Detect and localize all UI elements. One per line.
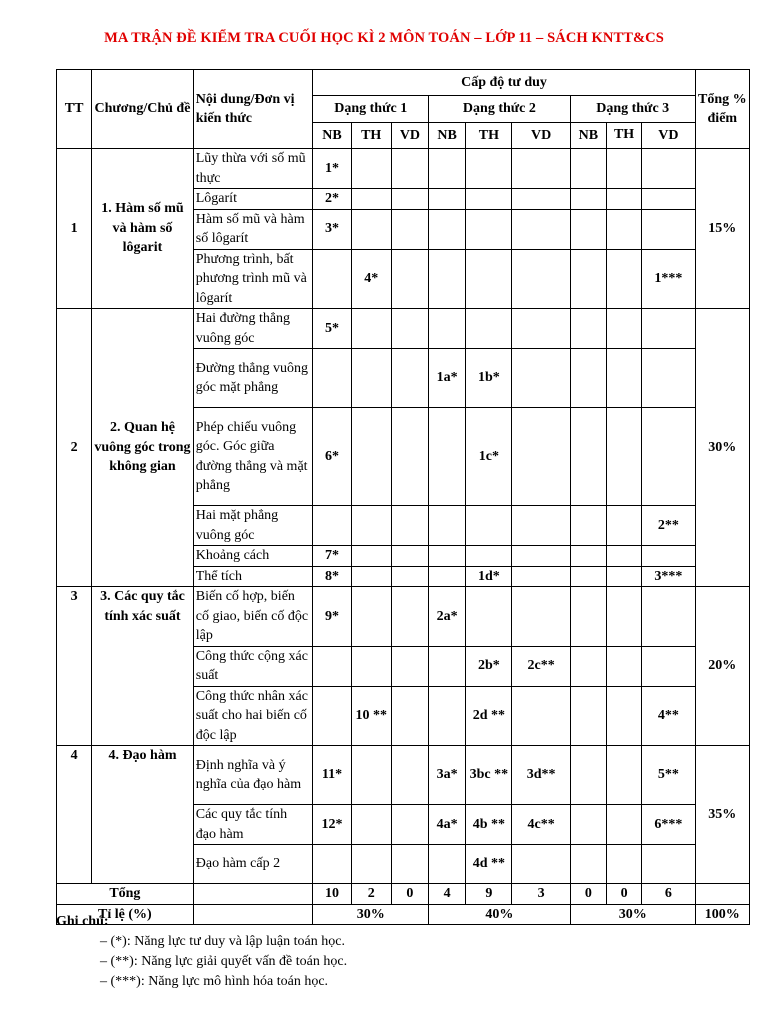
- header-total: Tổng % điểm: [695, 70, 749, 149]
- topic-cell: Lôgarít: [193, 189, 313, 210]
- header-form: Dạng thức 3: [570, 96, 695, 122]
- question-cell: [429, 209, 466, 249]
- question-cell: [391, 646, 428, 686]
- header-level-sub: VD: [642, 122, 695, 148]
- question-cell: [570, 506, 606, 546]
- question-cell: [512, 408, 570, 506]
- question-cell: 1*: [313, 149, 351, 189]
- question-cell: [606, 149, 641, 189]
- topic-cell: Đường thẳng vuông góc mặt phẳng: [193, 349, 313, 408]
- total-value: 0: [570, 884, 606, 905]
- question-cell: [570, 408, 606, 506]
- question-cell: [606, 566, 641, 587]
- question-cell: 7*: [313, 546, 351, 567]
- question-cell: [512, 845, 570, 884]
- ratio-value: 30%: [570, 904, 695, 925]
- question-cell: [642, 646, 695, 686]
- question-cell: [313, 646, 351, 686]
- question-cell: [570, 845, 606, 884]
- total-value: 10: [313, 884, 351, 905]
- question-cell: [466, 506, 512, 546]
- question-cell: [466, 189, 512, 210]
- question-cell: [391, 686, 428, 746]
- chapter-number: 3: [57, 587, 92, 746]
- question-cell: 10 **: [351, 686, 391, 746]
- note-item: – (*): Năng lực tư duy và lập luận toán học.: [100, 934, 345, 949]
- question-cell: [429, 149, 466, 189]
- question-cell: [391, 408, 428, 506]
- total-value: 9: [466, 884, 512, 905]
- question-cell: [351, 646, 391, 686]
- notes-heading: Ghi chú:: [56, 914, 109, 929]
- question-cell: [466, 587, 512, 647]
- question-cell: [391, 309, 428, 349]
- question-cell: 2a*: [429, 587, 466, 647]
- question-cell: [570, 646, 606, 686]
- note-item: – (***): Năng lực mô hình hóa toán học.: [100, 974, 329, 989]
- question-cell: 1d*: [466, 566, 512, 587]
- header-level-sub: TH: [351, 122, 391, 148]
- question-cell: [391, 249, 428, 309]
- topic-cell: Phương trình, bất phương trình mũ và lôgarít: [193, 249, 313, 309]
- chapter-percent: 30%: [695, 309, 749, 587]
- question-cell: [391, 746, 428, 805]
- topic-cell: Lũy thừa với số mũ thực: [193, 149, 313, 189]
- question-cell: [429, 566, 466, 587]
- question-cell: 6***: [642, 805, 695, 845]
- question-cell: 3***: [642, 566, 695, 587]
- table-row: [57, 149, 750, 189]
- chapter-name: 4. Đạo hàm: [92, 746, 194, 884]
- question-cell: [466, 249, 512, 309]
- question-cell: 4*: [351, 249, 391, 309]
- question-cell: [313, 845, 351, 884]
- totals-row: [57, 884, 750, 905]
- question-cell: 2*: [313, 189, 351, 210]
- table-row: [57, 309, 750, 349]
- question-cell: [570, 189, 606, 210]
- header-row: [57, 70, 750, 96]
- question-cell: 4**: [642, 686, 695, 746]
- topic-cell: Thể tích: [193, 566, 313, 587]
- topic-cell: Công thức cộng xác suất: [193, 646, 313, 686]
- question-cell: [512, 546, 570, 567]
- question-cell: [570, 149, 606, 189]
- question-cell: [642, 587, 695, 647]
- topic-cell: Biến cố hợp, biến cố giao, biến cố độc lập: [193, 587, 313, 647]
- question-cell: 2**: [642, 506, 695, 546]
- ratio-label: Tỉ lệ (%): [57, 904, 194, 925]
- question-cell: [391, 349, 428, 408]
- question-cell: [351, 506, 391, 546]
- question-cell: 12*: [313, 805, 351, 845]
- question-cell: [642, 349, 695, 408]
- question-cell: [512, 309, 570, 349]
- question-cell: [512, 189, 570, 210]
- ratio-value: 40%: [429, 904, 571, 925]
- table-body: [57, 149, 750, 925]
- header-form: Dạng thức 1: [313, 96, 429, 122]
- question-cell: [313, 506, 351, 546]
- question-cell: 3d**: [512, 746, 570, 805]
- chapter-name: 1. Hàm số mũ và hàm số lôgarit: [92, 149, 194, 309]
- question-cell: [512, 249, 570, 309]
- total-value: 0: [606, 884, 641, 905]
- question-cell: [351, 546, 391, 567]
- question-cell: [351, 309, 391, 349]
- question-cell: [570, 249, 606, 309]
- question-cell: [570, 746, 606, 805]
- note-item: – (**): Năng lực giải quyết vấn đề toán học.: [100, 954, 348, 969]
- topic-cell: Hàm số mũ và hàm số lôgarít: [193, 209, 313, 249]
- topic-cell: Hai mặt phẳng vuông góc: [193, 506, 313, 546]
- question-cell: [642, 209, 695, 249]
- question-cell: [606, 845, 641, 884]
- table-row: [57, 746, 750, 805]
- question-cell: [512, 587, 570, 647]
- question-cell: 2c**: [512, 646, 570, 686]
- total-value: 3: [512, 884, 570, 905]
- question-cell: [642, 546, 695, 567]
- question-cell: [351, 189, 391, 210]
- question-cell: 4b **: [466, 805, 512, 845]
- topic-cell: Phép chiếu vuông góc. Góc giữa đường thẳng và mặt phẳng: [193, 408, 313, 506]
- topic-cell: Đạo hàm cấp 2: [193, 845, 313, 884]
- question-cell: [313, 349, 351, 408]
- question-cell: [351, 805, 391, 845]
- question-cell: [391, 149, 428, 189]
- chapter-percent: 35%: [695, 746, 749, 884]
- topic-cell: Định nghĩa và ý nghĩa của đạo hàm: [193, 746, 313, 805]
- question-cell: [466, 546, 512, 567]
- question-cell: [512, 209, 570, 249]
- total-value: 0: [391, 884, 428, 905]
- question-cell: 1***: [642, 249, 695, 309]
- question-cell: [606, 209, 641, 249]
- question-cell: [570, 686, 606, 746]
- ratio-total: 100%: [695, 904, 749, 925]
- question-cell: [570, 349, 606, 408]
- totals-blank: [695, 884, 749, 905]
- question-cell: [313, 686, 351, 746]
- header-level-sub: VD: [512, 122, 570, 148]
- question-cell: [391, 587, 428, 647]
- header-level: Cấp độ tư duy: [313, 70, 695, 96]
- chapter-number: 4: [57, 746, 92, 884]
- question-cell: 3*: [313, 209, 351, 249]
- question-cell: [512, 506, 570, 546]
- question-cell: [512, 149, 570, 189]
- question-cell: 1a*: [429, 349, 466, 408]
- chapter-number: 2: [57, 309, 92, 587]
- question-cell: [606, 686, 641, 746]
- header-level-sub: TH: [466, 122, 512, 148]
- question-cell: [429, 845, 466, 884]
- total-value: 4: [429, 884, 466, 905]
- table-header: [57, 70, 750, 149]
- question-cell: [642, 408, 695, 506]
- question-cell: 3a*: [429, 746, 466, 805]
- question-cell: [606, 189, 641, 210]
- question-cell: [606, 805, 641, 845]
- assessment-matrix-table: [56, 69, 750, 925]
- question-cell: [512, 566, 570, 587]
- question-cell: [606, 309, 641, 349]
- header-tt: TT: [57, 70, 92, 149]
- question-cell: [570, 566, 606, 587]
- ratio-value: 30%: [313, 904, 429, 925]
- header-level-sub: NB: [570, 122, 606, 148]
- question-cell: [429, 686, 466, 746]
- question-cell: [606, 249, 641, 309]
- question-cell: [606, 546, 641, 567]
- question-cell: 9*: [313, 587, 351, 647]
- question-cell: [570, 805, 606, 845]
- question-cell: 2d **: [466, 686, 512, 746]
- question-cell: [606, 646, 641, 686]
- question-cell: 8*: [313, 566, 351, 587]
- chapter-name: 3. Các quy tắc tính xác suất: [92, 587, 194, 746]
- question-cell: [570, 587, 606, 647]
- header-content: Nội dung/Đơn vị kiến thức: [193, 70, 313, 149]
- question-cell: [642, 189, 695, 210]
- question-cell: [570, 309, 606, 349]
- question-cell: [351, 587, 391, 647]
- question-cell: 4d **: [466, 845, 512, 884]
- question-cell: [391, 506, 428, 546]
- total-value: 2: [351, 884, 391, 905]
- chapter-number: 1: [57, 149, 92, 309]
- page-title: MA TRẬN ĐỀ KIỂM TRA CUỐI HỌC KÌ 2 MÔN TOÁN – LỚP 11 – SÁCH KNTT&CS: [104, 30, 664, 46]
- question-cell: [391, 209, 428, 249]
- question-cell: [429, 546, 466, 567]
- question-cell: [351, 349, 391, 408]
- question-cell: 5**: [642, 746, 695, 805]
- topic-cell: Công thức nhân xác suất cho hai biến cố độc lập: [193, 686, 313, 746]
- question-cell: [606, 506, 641, 546]
- header-form: Dạng thức 2: [429, 96, 571, 122]
- question-cell: [351, 209, 391, 249]
- question-cell: [606, 746, 641, 805]
- question-cell: [642, 309, 695, 349]
- question-cell: 1b*: [466, 349, 512, 408]
- notes-section: [56, 912, 347, 992]
- question-cell: 4c**: [512, 805, 570, 845]
- totals-label: Tổng: [57, 884, 194, 905]
- question-cell: [642, 845, 695, 884]
- question-cell: [429, 189, 466, 210]
- question-cell: [429, 249, 466, 309]
- question-cell: 11*: [313, 746, 351, 805]
- question-cell: [570, 546, 606, 567]
- total-value: 6: [642, 884, 695, 905]
- question-cell: [351, 566, 391, 587]
- question-cell: [351, 408, 391, 506]
- question-cell: [466, 209, 512, 249]
- question-cell: [351, 845, 391, 884]
- question-cell: [466, 149, 512, 189]
- question-cell: 4a*: [429, 805, 466, 845]
- question-cell: [351, 746, 391, 805]
- question-cell: [429, 309, 466, 349]
- topic-cell: Hai đường thẳng vuông góc: [193, 309, 313, 349]
- question-cell: [313, 249, 351, 309]
- question-cell: [512, 349, 570, 408]
- question-cell: 3bc **: [466, 746, 512, 805]
- question-cell: [512, 686, 570, 746]
- question-cell: [391, 546, 428, 567]
- topic-cell: Khoảng cách: [193, 546, 313, 567]
- question-cell: [606, 408, 641, 506]
- question-cell: [391, 189, 428, 210]
- question-cell: [391, 845, 428, 884]
- question-cell: [466, 309, 512, 349]
- question-cell: 1c*: [466, 408, 512, 506]
- question-cell: [606, 349, 641, 408]
- totals-blank: [193, 884, 313, 905]
- header-level-sub: NB: [313, 122, 351, 148]
- question-cell: [391, 566, 428, 587]
- header-level-sub: VD: [391, 122, 428, 148]
- chapter-percent: 15%: [695, 149, 749, 309]
- header-level-sub: TH: [606, 122, 641, 148]
- question-cell: 2b*: [466, 646, 512, 686]
- question-cell: [429, 506, 466, 546]
- header-chapter: Chương/Chủ đề: [92, 70, 194, 149]
- question-cell: [570, 209, 606, 249]
- question-cell: [429, 408, 466, 506]
- question-cell: [351, 149, 391, 189]
- question-cell: [391, 805, 428, 845]
- question-cell: [642, 149, 695, 189]
- question-cell: 6*: [313, 408, 351, 506]
- header-level-sub: NB: [429, 122, 466, 148]
- table-row: [57, 587, 750, 647]
- chapter-percent: 20%: [695, 587, 749, 746]
- question-cell: 5*: [313, 309, 351, 349]
- topic-cell: Các quy tắc tính đạo hàm: [193, 805, 313, 845]
- chapter-name: 2. Quan hệ vuông góc trong không gian: [92, 309, 194, 587]
- question-cell: [606, 587, 641, 647]
- question-cell: [429, 646, 466, 686]
